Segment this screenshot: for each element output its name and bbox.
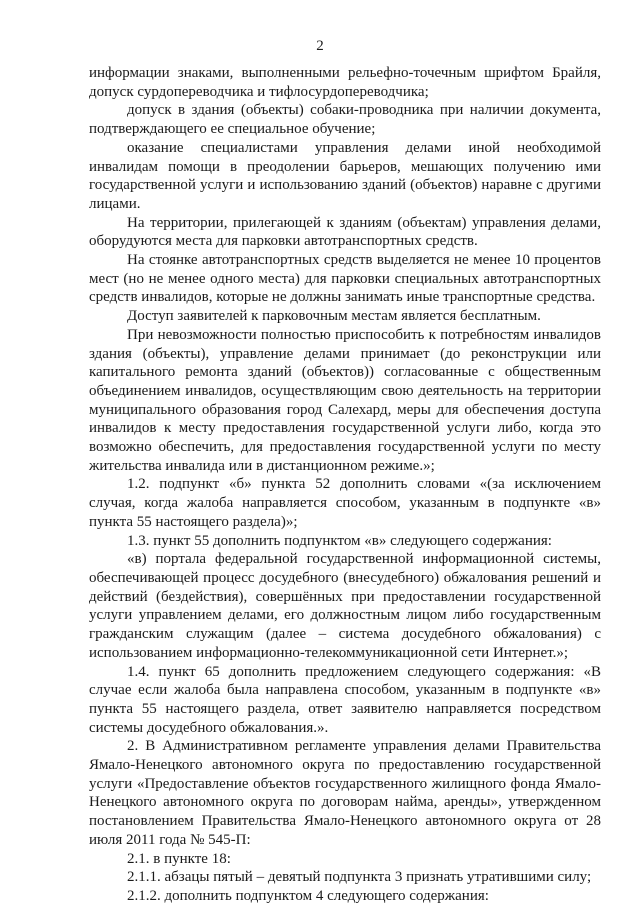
- paragraph: информации знаками, выполненными рельефно-точечным шрифтом Брайля, допуск сурдопереводчика и тифлосурдопереводчика;: [89, 65, 601, 100]
- paragraph: 1.4. пункт 65 дополнить предложением следующего содержания: «В случае если жалоба была направлена способом, указанным в подпункте «в» пункта 55 настоящего раздела, ответ заявителю направляется посредством системы досудебного обжалования.».: [89, 663, 601, 736]
- paragraph: На территории, прилегающей к зданиям (объектам) управления делами, оборудуются места для парковки автотранспортных средств.: [89, 214, 601, 250]
- paragraph: 2.1.2. дополнить подпунктом 4 следующего содержания:: [127, 887, 489, 904]
- paragraph: При невозможности полностью приспособить к потребностям инвалидов здания (объекты), управление делами принимает (до реконструкции или капитального ремонта зданий (объектов)) согласованные с общественным объединением инвалидов, осуществляющим свою деятельность на территории муниципального образования город Салехард, меры для обеспечения доступа инвалидов к месту предоставления государственной услуги либо, когда это возможно обеспечить, для предоставления государственной услуги по месту жительства инвалида или в дистанционном режиме.»;: [89, 326, 601, 474]
- document-body: [89, 64, 601, 906]
- paragraph: 1.3. пункт 55 дополнить подпунктом «в» следующего содержания:: [127, 532, 552, 549]
- paragraph: 1.2. подпункт «б» пункта 52 дополнить словами «(за исключением случая, когда жалоба направляется способом, указанным в подпункте «в» пункта 55 настоящего раздела)»;: [89, 476, 601, 530]
- paragraph: оказание специалистами управления делами иной необходимой инвалидам помощи в преодолении барьеров, мешающих получению ими государственной услуги и использованию зданий (объектов) наравне с другими лицами.: [89, 139, 601, 212]
- paragraph: 2. В Административном регламенте управления делами Правительства Ямало-Ненецкого автономного округа по предоставлению государственной услуги «Предоставление объектов государственного жилищного фонда Ямало-Ненецкого автономного округа по договорам найма, аренды», утвержденном постановлением Правительства Ямало-Ненецкого автономного округа от 28 июля 2011 года № 545-П:: [89, 738, 601, 848]
- paragraph: 2.1. в пункте 18:: [127, 850, 231, 867]
- paragraph: допуск в здания (объекты) собаки-проводника при наличии документа, подтверждающего ее специальное обучение;: [89, 102, 601, 138]
- paragraph: На стоянке автотранспортных средств выделяется не менее 10 процентов мест (но не менее одного места) для парковки специальных автотранспортных средств инвалидов, которые не должны занимать иные транспортные средства.: [89, 252, 601, 306]
- paragraph: Доступ заявителей к парковочным местам является бесплатным.: [127, 308, 541, 325]
- paragraph: 2.1.1. абзацы пятый – девятый подпункта 3 признать утратившими силу;: [127, 869, 592, 886]
- paragraph: «в) портала федеральной государственной информационной системы, обеспечивающей процесс досудебного (внесудебного) обжалования решений и действий (бездействия), совершённых при предоставлении государственной услуги управлением делами, его должностным лицом либо государственным гражданским служащим (далее – система досудебного обжалования) с использованием информационно-телекоммуникационной сети Интернет.»;: [89, 551, 601, 661]
- page-number: 2: [316, 38, 324, 54]
